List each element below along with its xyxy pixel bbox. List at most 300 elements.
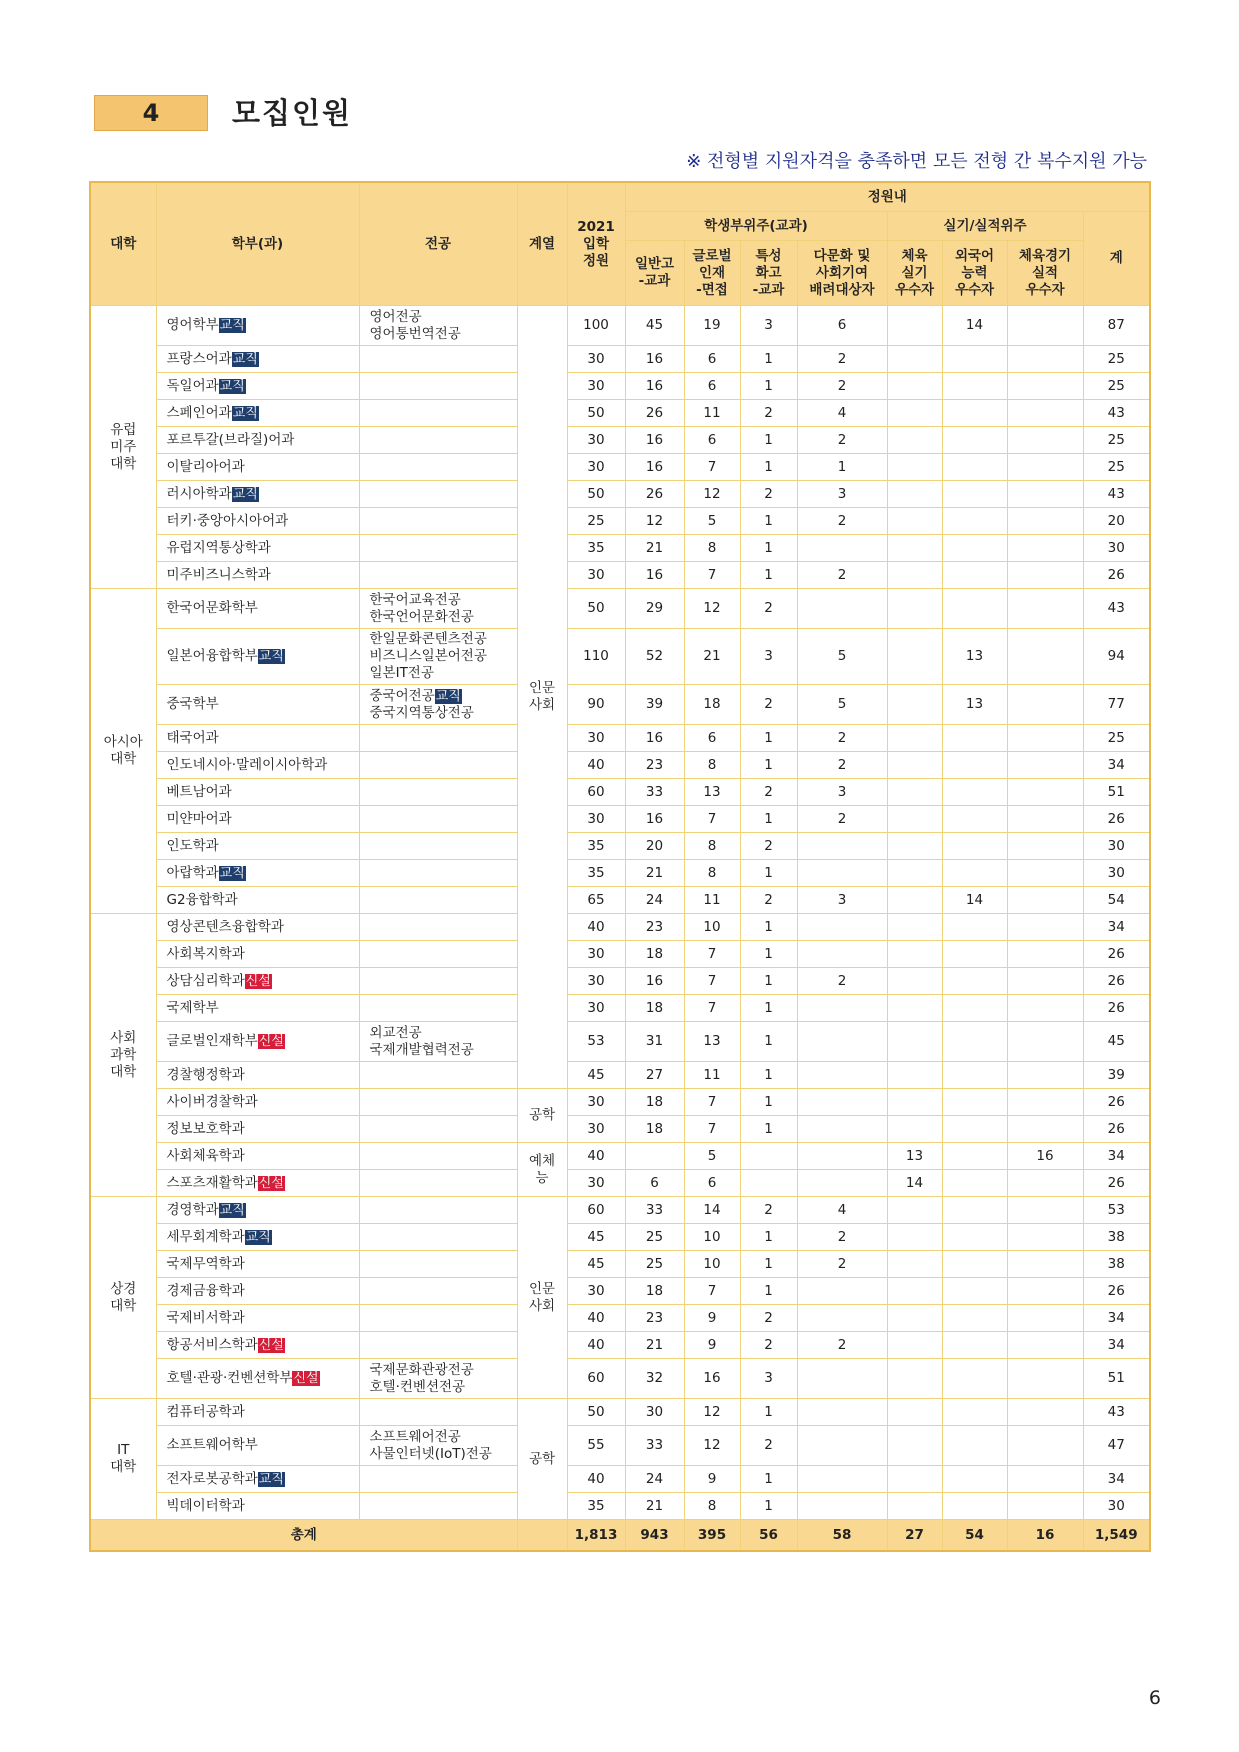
value-cell [1007,306,1083,346]
value-cell: 1 [740,1399,797,1426]
major-cell [359,833,517,860]
value-cell: 25 [625,1224,684,1251]
gyojik-badge: 교직 [245,1229,271,1245]
value-cell [942,968,1007,995]
college-cell: 유럽 미주 대학 [90,306,156,589]
value-cell [1007,427,1083,454]
total-cell: 20 [1083,508,1150,535]
value-cell: 8 [684,535,740,562]
dept-cell [156,860,359,887]
value-cell: 27 [625,1062,684,1089]
total-cell: 30 [1083,535,1150,562]
value-cell: 2 [740,1305,797,1332]
value-cell: 21 [625,1332,684,1359]
value-cell: 21 [684,629,740,685]
header-quota: 2021 입학 정원 [567,182,625,306]
total-cell: 43 [1083,589,1150,629]
quota-cell: 40 [567,752,625,779]
total-cell: 26 [1083,1089,1150,1116]
value-cell: 7 [684,806,740,833]
value-cell: 1 [740,752,797,779]
table-row [90,373,1150,400]
header-col-2: 특성 화고 -교과 [740,241,797,306]
value-cell [1007,1197,1083,1224]
value-cell [740,1143,797,1170]
total-cell: 87 [1083,306,1150,346]
dept-name: 영어학부 [166,317,219,333]
value-cell [1007,860,1083,887]
gyojik-badge: 교직 [232,405,258,421]
value-cell: 13 [942,629,1007,685]
value-cell: 7 [684,562,740,589]
quota-cell: 30 [567,1089,625,1116]
value-cell [887,725,942,752]
value-cell: 10 [684,914,740,941]
major-cell [359,562,517,589]
value-cell: 7 [684,968,740,995]
value-cell [1007,685,1083,725]
major-cell: 소프트웨어전공 사물인터넷(IoT)전공 [359,1426,517,1466]
value-cell: 26 [625,400,684,427]
field-cell: 인문 사회 [517,1197,567,1399]
value-cell: 3 [797,481,887,508]
value-cell: 24 [625,887,684,914]
major-cell [359,779,517,806]
value-cell: 7 [684,995,740,1022]
value-cell: 16 [625,454,684,481]
value-cell [1007,454,1083,481]
value-cell: 5 [684,508,740,535]
value-cell: 2 [740,481,797,508]
value-cell: 18 [684,685,740,725]
section-number: 4 [94,95,208,131]
table-row [90,1332,1150,1359]
value-cell [942,1278,1007,1305]
value-cell [1007,725,1083,752]
dept-name: 태국어과 [166,729,219,746]
quota-cell: 45 [567,1062,625,1089]
value-cell [887,535,942,562]
value-cell [1007,1305,1083,1332]
page-number: 6 [1148,1687,1161,1709]
value-cell [797,1022,887,1062]
value-cell [1007,1278,1083,1305]
value-cell: 1 [740,508,797,535]
header-col-6: 체육경기 실적 우수자 [1007,241,1083,306]
major-cell [359,1278,517,1305]
dept-name: 사이버경찰학과 [166,1093,258,1110]
value-cell: 16 [625,427,684,454]
major-cell [359,1197,517,1224]
value-cell [887,1426,942,1466]
table-row [90,1089,1150,1116]
total-cell: 77 [1083,685,1150,725]
major-cell [359,535,517,562]
value-cell: 6 [797,306,887,346]
value-cell [942,1359,1007,1399]
value-cell: 16 [625,968,684,995]
value-cell: 2 [797,1224,887,1251]
value-cell: 21 [625,860,684,887]
value-cell [942,995,1007,1022]
value-cell [942,400,1007,427]
quota-cell: 35 [567,833,625,860]
value-cell: 2 [797,725,887,752]
total-cell: 34 [1083,1305,1150,1332]
quota-cell: 30 [567,725,625,752]
value-cell [1007,535,1083,562]
value-cell: 6 [684,427,740,454]
value-cell: 16 [1007,1143,1083,1170]
major-cell [359,1170,517,1197]
value-cell: 26 [625,481,684,508]
value-cell [887,752,942,779]
value-cell [942,1197,1007,1224]
table-row [90,427,1150,454]
quota-cell: 30 [567,1170,625,1197]
value-cell: 2 [740,1197,797,1224]
value-cell [1007,887,1083,914]
value-cell [1007,629,1083,685]
gyojik-badge: 교직 [219,1202,245,1218]
total-cell: 26 [1083,995,1150,1022]
dept-cell [156,373,359,400]
value-cell: 1 [740,373,797,400]
value-cell: 18 [625,1278,684,1305]
table-row [90,1197,1150,1224]
dept-cell [156,508,359,535]
total-cell: 25 [1083,373,1150,400]
major-cell [359,481,517,508]
dept-name: 인도네시아·말레이시아학과 [166,756,328,773]
major-cell [359,1143,517,1170]
header-col-4: 체육 실기 우수자 [887,241,942,306]
value-cell: 52 [625,629,684,685]
sinseol-badge: 신설 [258,1175,284,1191]
dept-name: 항공서비스학과 [166,1336,258,1353]
grand-total-label: 총계 [90,1520,517,1552]
value-cell: 8 [684,752,740,779]
quota-cell: 55 [567,1426,625,1466]
total-cell: 34 [1083,1466,1150,1493]
dept-name: 경찰행정학과 [166,1066,245,1083]
value-cell: 2 [797,508,887,535]
value-cell [797,1493,887,1520]
dept-name: 경영학과 [166,1201,219,1218]
major-cell: 국제문화관광전공 호텔·컨벤션전공 [359,1359,517,1399]
total-cell: 25 [1083,346,1150,373]
value-cell: 16 [625,725,684,752]
value-cell: 14 [684,1197,740,1224]
value-cell: 5 [797,685,887,725]
total-cell: 26 [1083,1278,1150,1305]
total-cell: 38 [1083,1251,1150,1278]
dept-name: 터키·중앙아시아어과 [166,512,289,529]
grand-total-field [517,1520,567,1552]
value-cell: 1 [740,1224,797,1251]
total-cell: 30 [1083,1493,1150,1520]
dept-name: 국제무역학과 [166,1255,245,1272]
dept-cell [156,1251,359,1278]
value-cell [1007,806,1083,833]
quota-cell: 65 [567,887,625,914]
table-row [90,806,1150,833]
value-cell [797,1089,887,1116]
dept-cell [156,968,359,995]
value-cell: 24 [625,1466,684,1493]
value-cell: 7 [684,1116,740,1143]
dept-cell [156,887,359,914]
quota-cell: 25 [567,508,625,535]
value-cell [942,1493,1007,1520]
value-cell [887,685,942,725]
value-cell [942,1305,1007,1332]
quota-cell: 40 [567,914,625,941]
value-cell: 3 [740,629,797,685]
dept-name: 미얀마어과 [166,810,232,827]
dept-name: 러시아학과 [166,485,232,502]
value-cell: 31 [625,1022,684,1062]
value-cell: 1 [740,1466,797,1493]
value-cell [887,1278,942,1305]
value-cell [942,725,1007,752]
value-cell: 1 [740,914,797,941]
dept-cell [156,1493,359,1520]
major-cell: 외교전공 국제개발협력전공 [359,1022,517,1062]
dept-cell [156,1278,359,1305]
dept-cell [156,1426,359,1466]
value-cell [887,1332,942,1359]
table-row [90,1251,1150,1278]
table-row [90,914,1150,941]
grand-total-value: 58 [797,1520,887,1552]
value-cell [942,1062,1007,1089]
dept-cell [156,806,359,833]
value-cell [797,941,887,968]
dept-cell [156,346,359,373]
table-row [90,968,1150,995]
value-cell: 6 [684,373,740,400]
value-cell [887,1022,942,1062]
value-cell: 16 [625,346,684,373]
grand-total-value: 54 [942,1520,1007,1552]
total-cell: 34 [1083,1332,1150,1359]
dept-cell [156,995,359,1022]
gyojik-badge: 교직 [232,486,258,502]
value-cell: 8 [684,860,740,887]
table-row [90,1170,1150,1197]
table-row [90,1466,1150,1493]
dept-name: 정보보호학과 [166,1120,245,1137]
dept-name: 독일어과 [166,377,219,394]
dept-name: 일본어융합학부 [166,648,258,664]
major-cell [359,1332,517,1359]
total-cell: 43 [1083,400,1150,427]
value-cell [1007,752,1083,779]
value-cell [887,1062,942,1089]
total-cell: 30 [1083,860,1150,887]
quota-cell: 110 [567,629,625,685]
admission-quota-table [89,181,1151,1552]
value-cell [887,1359,942,1399]
dept-cell [156,629,359,685]
value-cell [1007,1224,1083,1251]
value-cell: 6 [684,346,740,373]
value-cell: 1 [740,1116,797,1143]
value-cell [887,806,942,833]
value-cell: 7 [684,941,740,968]
value-cell [1007,1399,1083,1426]
major-cell: 영어전공 영어통번역전공 [359,306,517,346]
major-cell: 중국어전공교직 중국지역통상전공 [359,685,517,725]
value-cell [797,589,887,629]
value-cell: 16 [625,806,684,833]
value-cell: 1 [740,806,797,833]
value-cell: 45 [625,306,684,346]
value-cell: 12 [684,1399,740,1426]
value-cell: 2 [740,400,797,427]
dept-cell [156,535,359,562]
value-cell [797,1278,887,1305]
value-cell [1007,941,1083,968]
value-cell: 2 [740,1426,797,1466]
value-cell: 3 [740,306,797,346]
value-cell: 1 [740,427,797,454]
value-cell [942,535,1007,562]
value-cell [797,1116,887,1143]
quota-cell: 30 [567,806,625,833]
value-cell: 1 [740,562,797,589]
value-cell [797,1170,887,1197]
dept-cell [156,1022,359,1062]
value-cell: 14 [942,306,1007,346]
value-cell: 19 [684,306,740,346]
header-dept: 학부(과) [156,182,359,306]
value-cell: 23 [625,1305,684,1332]
dept-name: 중국학부 [166,696,219,712]
value-cell: 1 [740,346,797,373]
value-cell [1007,481,1083,508]
major-cell [359,941,517,968]
value-cell [797,1359,887,1399]
value-cell: 32 [625,1359,684,1399]
header-col-5: 외국어 능력 우수자 [942,241,1007,306]
value-cell: 6 [684,1170,740,1197]
value-cell [1007,508,1083,535]
value-cell: 21 [625,1493,684,1520]
table-row [90,562,1150,589]
dept-cell [156,454,359,481]
dept-cell [156,1116,359,1143]
value-cell [1007,1493,1083,1520]
dept-cell [156,1197,359,1224]
total-cell: 45 [1083,1022,1150,1062]
total-cell: 26 [1083,941,1150,968]
quota-cell: 60 [567,1359,625,1399]
value-cell: 18 [625,941,684,968]
value-cell [797,860,887,887]
value-cell: 4 [797,400,887,427]
value-cell [797,1062,887,1089]
table-row [90,887,1150,914]
major-cell [359,860,517,887]
major-cell [359,806,517,833]
dept-cell [156,562,359,589]
table-row [90,860,1150,887]
value-cell [887,629,942,685]
value-cell [1007,1466,1083,1493]
dept-name: 상담심리학과 [166,972,245,989]
table-row [90,833,1150,860]
value-cell: 6 [684,725,740,752]
value-cell: 8 [684,1493,740,1520]
dept-cell [156,914,359,941]
value-cell: 14 [942,887,1007,914]
college-cell: 아시아 대학 [90,589,156,914]
gyojik-badge: 교직 [232,351,258,367]
major-cell [359,1399,517,1426]
table-row [90,1399,1150,1426]
total-cell: 26 [1083,562,1150,589]
value-cell [797,1426,887,1466]
major-cell [359,346,517,373]
value-cell: 9 [684,1305,740,1332]
value-cell: 13 [887,1143,942,1170]
total-cell: 26 [1083,1170,1150,1197]
value-cell [942,833,1007,860]
value-cell: 4 [797,1197,887,1224]
value-cell [887,833,942,860]
dept-cell [156,725,359,752]
quota-cell: 50 [567,589,625,629]
major-cell: 한국어교육전공 한국언어문화전공 [359,589,517,629]
field-cell: 공학 [517,1089,567,1143]
value-cell [1007,779,1083,806]
table-row [90,1116,1150,1143]
quota-cell: 40 [567,1305,625,1332]
major-cell [359,1466,517,1493]
college-cell: 상경 대학 [90,1197,156,1399]
table-row [90,1224,1150,1251]
quota-cell: 35 [567,860,625,887]
quota-cell: 40 [567,1332,625,1359]
value-cell: 16 [684,1359,740,1399]
total-cell: 51 [1083,779,1150,806]
quota-cell: 50 [567,400,625,427]
quota-cell: 30 [567,968,625,995]
total-cell: 43 [1083,1399,1150,1426]
quota-cell: 45 [567,1251,625,1278]
table-row [90,1426,1150,1466]
grand-total-sum: 1,549 [1083,1520,1150,1552]
value-cell [887,427,942,454]
table-row [90,508,1150,535]
value-cell [1007,1089,1083,1116]
table-row [90,535,1150,562]
total-cell: 25 [1083,427,1150,454]
header-major: 전공 [359,182,517,306]
value-cell [1007,1022,1083,1062]
header-group-gyogwa: 학생부위주(교과) [625,212,887,241]
value-cell [942,562,1007,589]
value-cell: 1 [740,454,797,481]
value-cell [942,779,1007,806]
value-cell: 2 [740,887,797,914]
major-cell [359,725,517,752]
quota-cell: 50 [567,1399,625,1426]
quota-cell: 60 [567,1197,625,1224]
table-row [90,995,1150,1022]
